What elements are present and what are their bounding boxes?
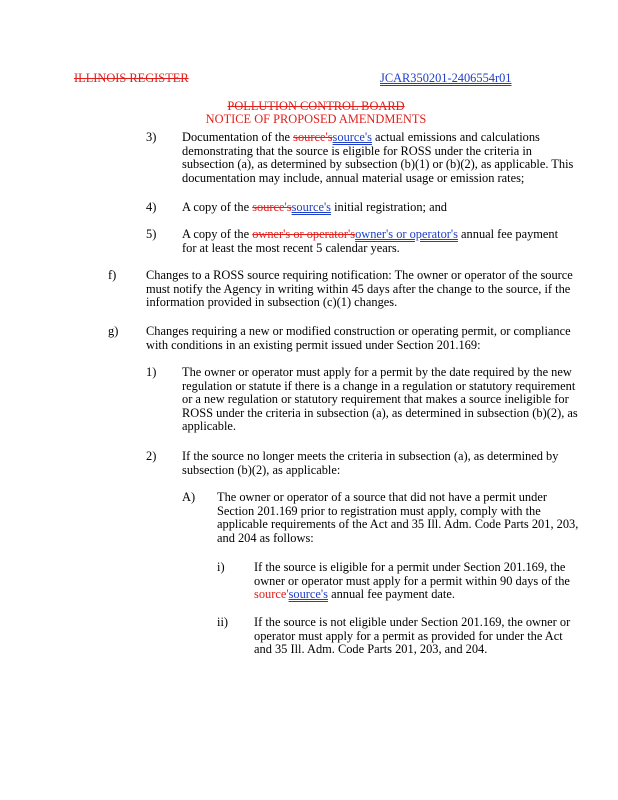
item-f-label: f) — [108, 268, 117, 282]
notice-title: NOTICE OF PROPOSED AMENDMENTS — [205, 112, 427, 126]
item-5-deleted: owner's or operator's — [252, 227, 356, 241]
item-4-text — [182, 201, 592, 215]
item-3-inserted: source's — [332, 130, 372, 144]
item-g-text: Changes requiring a new or modified construction or operating permit, or compliance with conditions in an existing permit issued under Section 201.169: — [146, 324, 571, 352]
item-g-label: g) — [108, 324, 119, 338]
item-g1-label: 1) — [146, 365, 157, 379]
item-4-label: 4) — [146, 200, 157, 214]
item-5-label: 5) — [146, 227, 157, 241]
item-5-part-a: A copy of the — [182, 227, 253, 241]
item-i-inserted: source's — [288, 587, 328, 602]
item-3-label: 3) — [146, 130, 157, 144]
item-5-text — [182, 228, 562, 255]
item-4-deleted: source's — [252, 200, 292, 214]
item-g1-text: The owner or operator must apply for a permit by the date required by the new regulation or statute if there is a change in a regulation or statutory requirement or a new regulation or statutory requirement that makes a source ineligible for ROSS under the criteria in subsection (a), as determined in subsection (b)(2), as applicable. — [182, 365, 578, 434]
item-g2-text: If the source no longer meets the criteria in subsection (a), as determined by subsection (b)(2), as applicable: — [182, 449, 559, 477]
item-3-part-a: Documentation of the — [182, 130, 294, 144]
item-f-text: Changes to a ROSS source requiring notification: The owner or operator of the source must notify the Agency in writing within 45 days after the change to the source, if the information provided in subsection (c)(1) changes. — [146, 268, 573, 310]
item-ii-label: ii) — [217, 615, 229, 629]
header-jcar-code: JCAR350201-2406554r01 — [380, 71, 512, 85]
item-i-part-b: annual fee payment date. — [327, 587, 455, 602]
item-i-label: i) — [217, 560, 225, 574]
item-4-part-b: initial registration; and — [331, 200, 447, 214]
item-A-text: The owner or operator of a source that did not have a permit under Section 201.169 prior to registration must apply, comply with the applicable requirements of the Act and 35 Ill. Adm. Code Parts 201, 203, and 204 as follows: — [217, 490, 579, 545]
item-3-deleted: source's — [293, 130, 333, 144]
board-title-text: POLLUTION CONTROL BOARD — [227, 99, 405, 113]
item-3-part-b: actual emissions and calculations demonstrating that the source is eligible for ROSS under the criteria in subsection (a), as determined by subsection (b)(1) or (b)(2), as applicable. This documentation may include, annual material usage or emission rates; — [182, 130, 574, 185]
item-A-label: A) — [182, 490, 196, 504]
item-g2-label: 2) — [146, 449, 157, 463]
item-ii-text: If the source is not eligible under Section 201.169, the owner or operator must apply for a permit as provided for under the Act and 35 Ill. Adm. Code Parts 201, 203, and 204. — [254, 615, 571, 657]
item-5-part-b: annual fee payment for at least the most recent 5 calendar years. — [182, 227, 559, 255]
item-i-changed: source' — [254, 587, 289, 602]
item-3-text — [182, 131, 577, 185]
item-4-inserted: source's — [291, 200, 332, 214]
header-illinois-register: ILLINOIS REGISTER — [74, 71, 189, 85]
item-4-part-a: A copy of the — [182, 200, 253, 214]
item-i-text — [254, 561, 579, 602]
item-i-part-a: If the source is eligible for a permit under Section 201.169, the owner or operator must apply for a permit within 90 days of the — [254, 560, 570, 588]
item-5-inserted: owner's or operator's — [355, 227, 458, 241]
